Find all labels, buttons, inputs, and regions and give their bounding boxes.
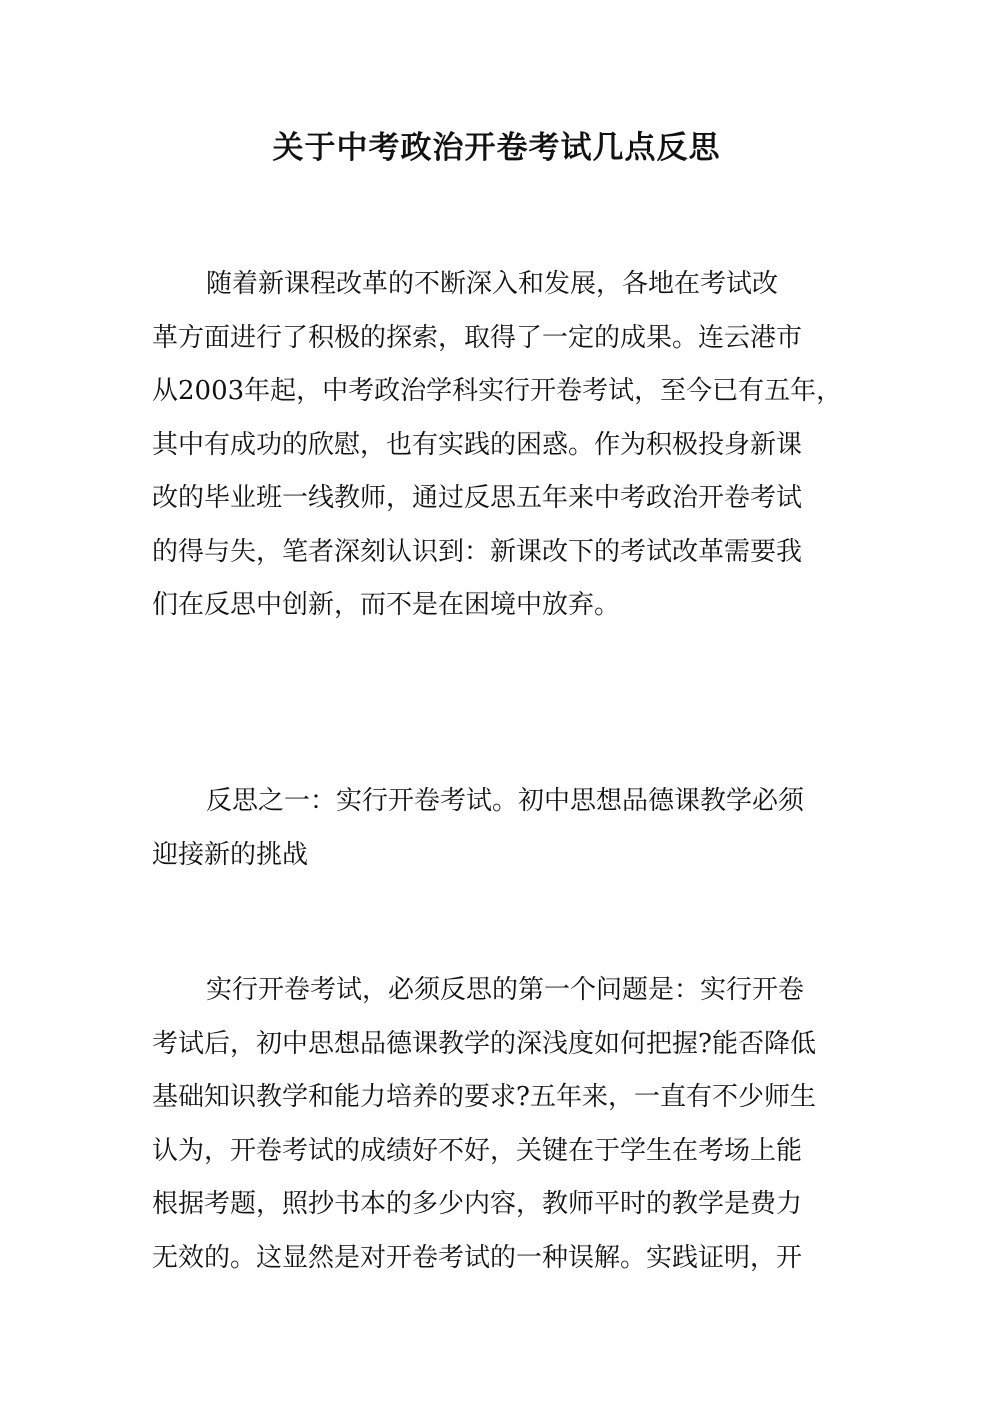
- paragraph-line: 考试后，初中思想品德课教学的深浅度如何把握?能否降低: [152, 1028, 816, 1059]
- heading-line: 反思之一：实行开卷考试。初中思想品德课教学必须: [206, 786, 805, 816]
- paragraph-line: 其中有成功的欣慰，也有实践的困惑。作为积极投身新课: [152, 429, 803, 460]
- intro-paragraph: [152, 258, 842, 633]
- paragraph-line: 们在反思中创新，而不是在困境中放弃。: [152, 590, 621, 620]
- paragraph-line: 从2003年起，中考政治学科实行开卷考试，至今已有五年，: [152, 376, 843, 406]
- section-heading: [152, 775, 842, 882]
- paragraph-line: 随着新课程改革的不断深入和发展，各地在考试改: [206, 269, 779, 299]
- paragraph-line: 实行开卷考试，必须反思的第一个问题是：实行开卷: [206, 975, 805, 1005]
- body-paragraph: [152, 964, 842, 1285]
- paragraph-line: 根据考题，照抄书本的多少内容，教师平时的教学是费力: [152, 1189, 803, 1219]
- paragraph-line: 改的毕业班一线教师，通过反思五年来中考政治开卷考试: [152, 483, 803, 513]
- paragraph-line: 的得与失，笔者深刻认识到：新课改下的考试改革需要我: [152, 536, 803, 567]
- paragraph-line: 无效的。这显然是对开卷考试的一种误解。实践证明，开: [152, 1242, 803, 1273]
- document-title: 关于中考政治开卷考试几点反思: [272, 130, 721, 166]
- heading-line: 迎接新的挑战: [152, 839, 309, 870]
- paragraph-line: 革方面进行了积极的探索，取得了一定的成果。连云港市: [152, 322, 803, 353]
- paragraph-line: 基础知识教学和能力培养的要求?五年来，一直有不少师生: [152, 1082, 816, 1112]
- paragraph-line: 认为，开卷考试的成绩好不好，关键在于学生在考场上能: [152, 1135, 803, 1166]
